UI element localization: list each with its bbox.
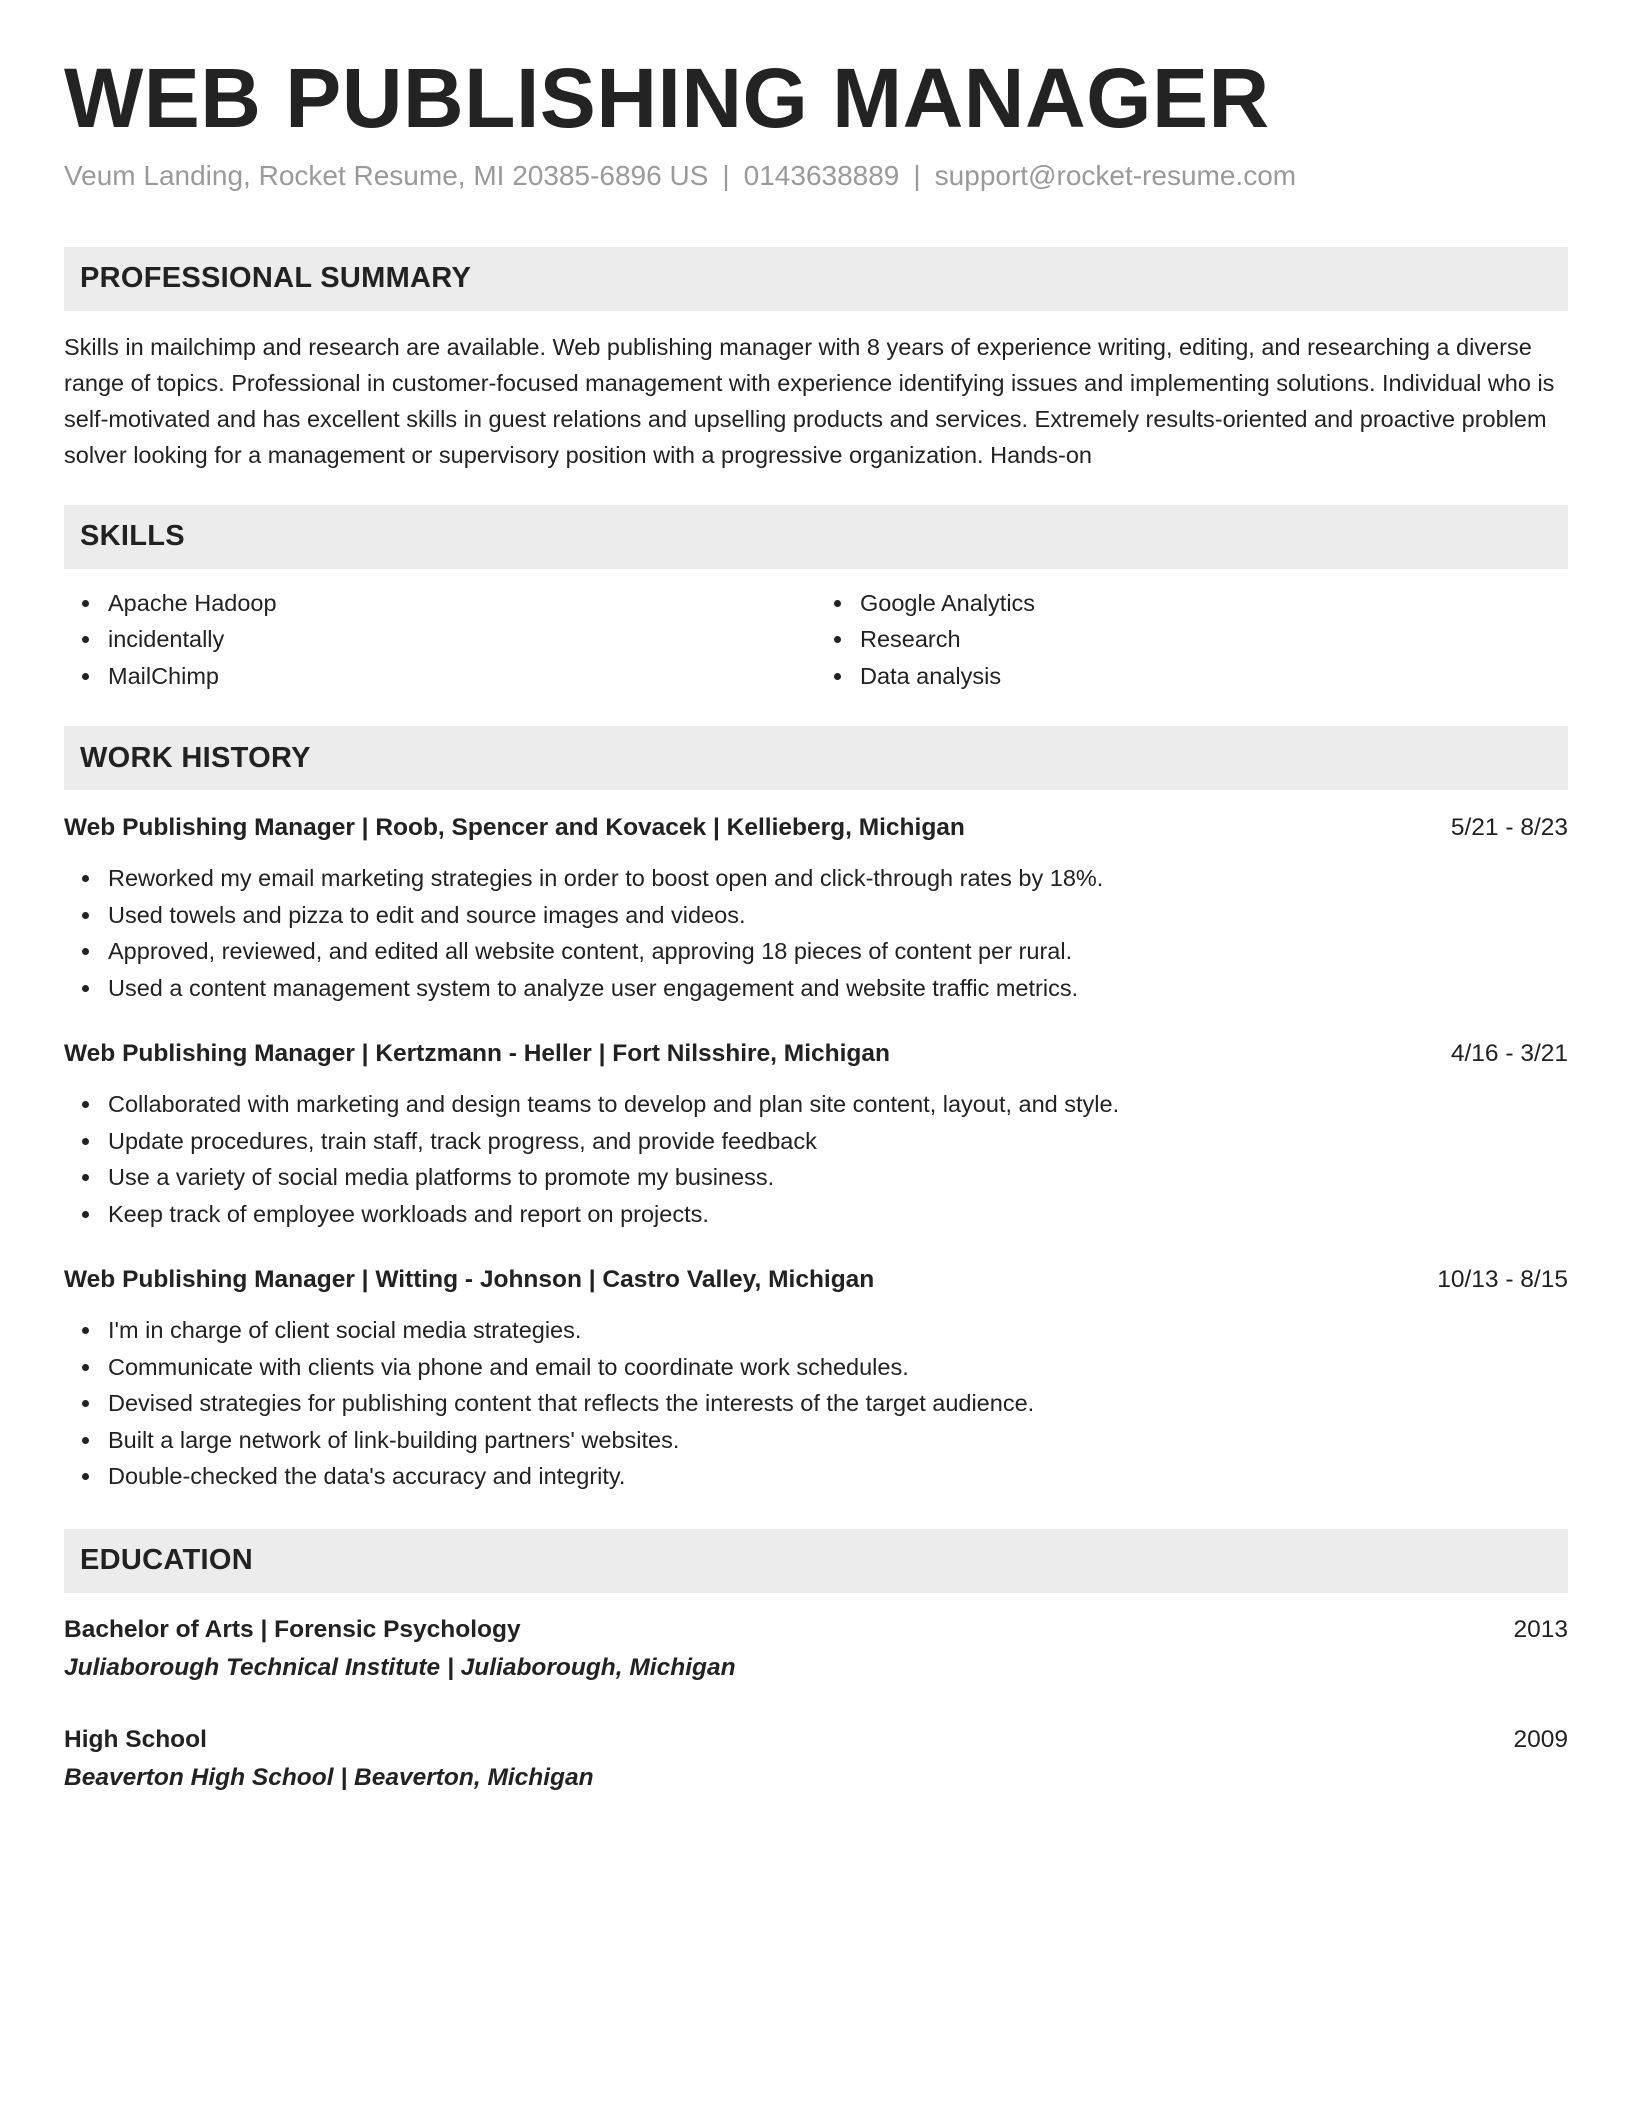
skill-item: incidentally — [108, 621, 816, 658]
job-bullet: Communicate with clients via phone and email to coordinate work schedules. — [108, 1349, 1568, 1386]
job-dates: 4/16 - 3/21 — [1450, 1040, 1568, 1068]
education-degree: High School — [64, 1725, 207, 1753]
job-heading-row — [64, 1262, 1568, 1298]
section-header-skills: SKILLS — [64, 505, 1568, 569]
job-entry — [64, 810, 1568, 1006]
job-dates: 5/21 - 8/23 — [1450, 814, 1568, 842]
education-degree: Bachelor of Arts | Forensic Psychology — [64, 1615, 521, 1643]
job-heading-row — [64, 810, 1568, 846]
job-bullet: Keep track of employee workloads and report on projects. — [108, 1196, 1568, 1233]
skills-grid — [64, 585, 1568, 695]
contact-address: Veum Landing, Rocket Resume, MI 20385-6896 US — [64, 160, 709, 192]
job-bullet: Built a large network of link-building partners' websites. — [108, 1422, 1568, 1459]
job-bullet: Update procedures, train staff, track progress, and provide feedback — [108, 1123, 1568, 1160]
education-heading-row — [64, 1611, 1568, 1649]
contact-separator: | — [913, 160, 921, 192]
skills-column-left — [64, 585, 816, 695]
job-bullet: Used towels and pizza to edit and source images and videos. — [108, 897, 1568, 934]
contact-line — [64, 158, 1568, 194]
section-header-education: EDUCATION — [64, 1529, 1568, 1593]
job-bullet: Reworked my email marketing strategies in order to boost open and click-through rates by 18%. — [108, 860, 1568, 897]
contact-phone: 0143638889 — [743, 160, 900, 192]
job-heading-row — [64, 1036, 1568, 1072]
job-bullet: Use a variety of social media platforms to promote my business. — [108, 1159, 1568, 1196]
job-dates: 10/13 - 8/15 — [1437, 1266, 1568, 1294]
job-bullet: Devised strategies for publishing content that reflects the interests of the target audience. — [108, 1385, 1568, 1422]
job-heading: Web Publishing Manager | Kertzmann - Heller | Fort Nilsshire, Michigan — [64, 1040, 890, 1068]
job-bullet: I'm in charge of client social media strategies. — [108, 1312, 1568, 1349]
job-bullets — [64, 1086, 1568, 1232]
education-year: 2009 — [1513, 1725, 1568, 1753]
job-bullets — [64, 1312, 1568, 1495]
education-heading-row — [64, 1721, 1568, 1759]
resume-name-title: WEB PUBLISHING MANAGER — [64, 51, 1270, 145]
skills-column-right — [816, 585, 1568, 695]
job-heading: Web Publishing Manager | Witting - Johnson | Castro Valley, Michigan — [64, 1266, 875, 1294]
skill-item: Apache Hadoop — [108, 585, 816, 622]
job-entry — [64, 1262, 1568, 1495]
education-entry — [64, 1721, 1568, 1797]
education-school: Juliaborough Technical Institute | Juliaborough, Michigan — [64, 1653, 736, 1681]
section-header-work-history: WORK HISTORY — [64, 726, 1568, 790]
education-entry — [64, 1611, 1568, 1687]
summary-text: Skills in mailchimp and research are available. Web publishing manager with 8 years of experience writing, editing, and researching a diverse range of topics. Professional in customer-focused management with experience identifying issues and implementing solutions. Individual who is self-motivated and has excellent skills in guest relations and upselling products and services. Extremely results-oriented and proactive problem solver looking for a management or supervisory position with a progressive organization. Hands-on — [64, 333, 1555, 468]
section-header-summary: PROFESSIONAL SUMMARY — [64, 247, 1568, 311]
job-bullets — [64, 860, 1568, 1006]
skill-item: Research — [860, 621, 1568, 658]
skill-item: MailChimp — [108, 658, 816, 695]
job-bullet: Used a content management system to analyze user engagement and website traffic metrics. — [108, 970, 1568, 1007]
skill-item: Google Analytics — [860, 585, 1568, 622]
job-bullet: Double-checked the data's accuracy and integrity. — [108, 1458, 1568, 1495]
contact-email: support@rocket-resume.com — [934, 160, 1297, 192]
job-entry — [64, 1036, 1568, 1232]
contact-separator: | — [722, 160, 730, 192]
job-bullet: Collaborated with marketing and design teams to develop and plan site content, layout, and style. — [108, 1086, 1568, 1123]
skill-item: Data analysis — [860, 658, 1568, 695]
job-heading: Web Publishing Manager | Roob, Spencer and Kovacek | Kellieberg, Michigan — [64, 814, 965, 842]
education-school: Beaverton High School | Beaverton, Michigan — [64, 1763, 594, 1791]
education-year: 2013 — [1513, 1615, 1568, 1643]
job-bullet: Approved, reviewed, and edited all website content, approving 18 pieces of content per rural. — [108, 933, 1568, 970]
